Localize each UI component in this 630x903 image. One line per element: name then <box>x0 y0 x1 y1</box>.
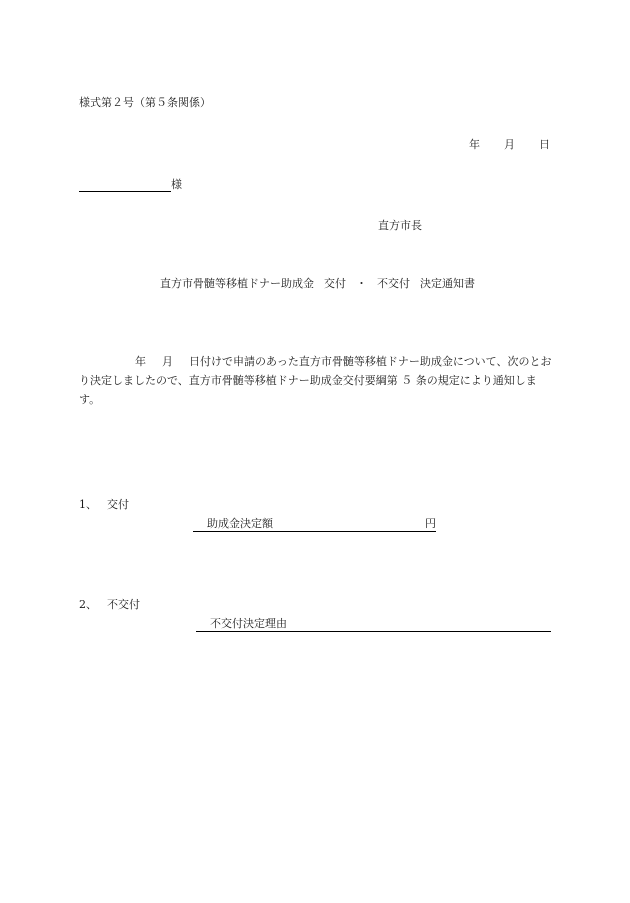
section-2-number: 2、 <box>79 598 97 611</box>
date-line <box>469 138 550 152</box>
addressee-suffix: 様 <box>171 178 182 191</box>
grant-amount-unit: 円 <box>425 517 436 530</box>
addressee-line <box>79 178 182 192</box>
date-year-label: 年 <box>469 138 480 151</box>
section-1-title: 交付 <box>107 498 129 511</box>
body-year: 年 <box>135 355 146 368</box>
document-title <box>160 277 475 291</box>
section-2-heading <box>79 598 140 612</box>
body-month: 月 <box>162 355 173 368</box>
no-grant-reason-label: 不交付決定理由 <box>210 617 287 630</box>
title-dot: ・ <box>356 277 367 290</box>
form-number: 様式第２号（第５条関係） <box>79 96 211 109</box>
title-main: 直方市骨髄等移植ドナー助成金 <box>160 277 314 290</box>
addressee-name-blank[interactable] <box>79 179 171 192</box>
no-grant-reason-field[interactable] <box>196 617 551 632</box>
body-paragraph <box>79 352 552 409</box>
date-month-label: 月 <box>504 138 515 151</box>
section-1-heading <box>79 498 129 512</box>
title-tail: 決定通知書 <box>420 277 475 290</box>
grant-amount-field[interactable] <box>193 517 436 532</box>
body-text: 日付けで申請のあった直方市骨髄等移植ドナー助成金について、次のとおり決定しましたので、直方市骨髄等移植ドナー助成金交付要綱第 ５ 条の規定により通知します。 <box>79 355 552 406</box>
grant-amount-label: 助成金決定額 <box>207 517 273 530</box>
title-grant: 交付 <box>324 277 346 290</box>
date-day-label: 日 <box>539 138 550 151</box>
section-2-title: 不交付 <box>107 598 140 611</box>
issuer: 直方市長 <box>378 219 422 232</box>
section-1-number: 1、 <box>79 498 97 511</box>
title-no-grant: 不交付 <box>377 277 410 290</box>
